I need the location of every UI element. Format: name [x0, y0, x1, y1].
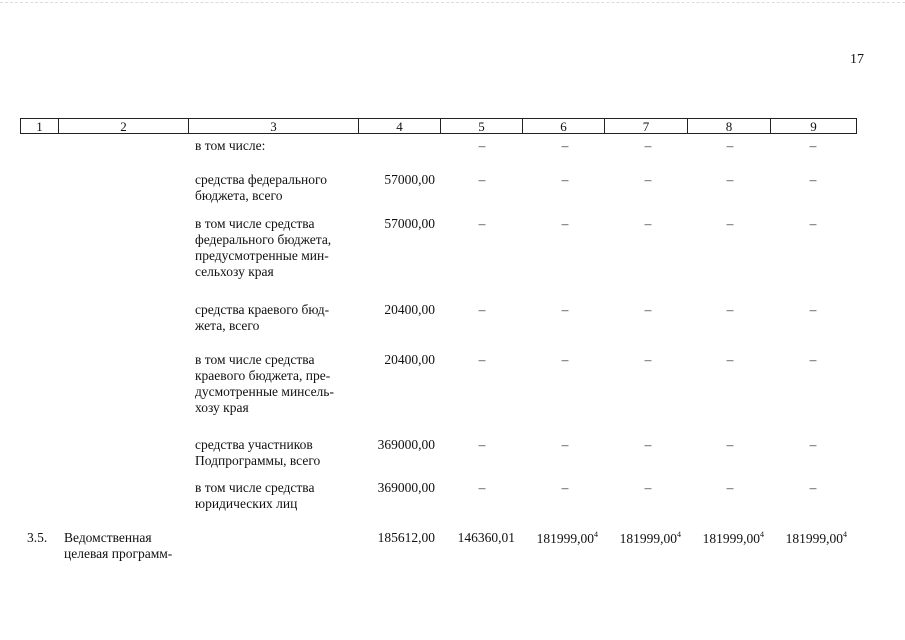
- dash-cell: –: [726, 437, 734, 452]
- row-amount: 57000,00: [384, 216, 435, 231]
- value-col-7: 181999,00$^4$: [619, 530, 681, 546]
- col-header-6: 6: [523, 119, 605, 133]
- dash-cell: –: [809, 302, 817, 317]
- footnote-marker: 4: [760, 530, 764, 539]
- dash-cell: –: [726, 216, 734, 231]
- value-col-9: 181999,00$^4$: [785, 530, 847, 546]
- dash-cell: –: [644, 480, 652, 495]
- dash-cell: –: [726, 302, 734, 317]
- row-description: средства краевого бюд- жета, всего: [195, 302, 330, 333]
- dash-cell: –: [644, 138, 652, 153]
- item-name: Ведомственная целевая программ-: [64, 530, 173, 561]
- dash-cell: –: [478, 216, 486, 231]
- footnote-marker: 4: [594, 530, 598, 539]
- footnote-marker: 4: [677, 530, 681, 539]
- dash-cell: –: [561, 480, 569, 495]
- value-col-4: 185612,00: [377, 530, 435, 545]
- dash-cell: –: [644, 302, 652, 317]
- col-header-3: 3: [189, 119, 359, 133]
- dash-cell: –: [561, 437, 569, 452]
- dash-cell: –: [644, 172, 652, 187]
- table-header: [20, 118, 857, 134]
- dash-cell: –: [478, 138, 486, 153]
- row-description: средства федерального бюджета, всего: [195, 172, 327, 203]
- dash-cell: –: [726, 352, 734, 367]
- dash-cell: –: [478, 480, 486, 495]
- row-description: в том числе средства федерального бюджета, предусмотренные мин- сельхозу края: [195, 216, 332, 279]
- col-header-9: 9: [810, 119, 817, 134]
- footnote-marker: 4: [843, 530, 847, 539]
- dash-cell: –: [478, 172, 486, 187]
- col-header-1: 1: [21, 119, 59, 133]
- dash-cell: –: [809, 437, 817, 452]
- dash-cell: –: [726, 172, 734, 187]
- value-col-6: 181999,00$^4$: [536, 530, 598, 546]
- item-number: 3.5.: [27, 530, 48, 545]
- dash-cell: –: [809, 172, 817, 187]
- row-description: средства участников Подпрограммы, всего: [195, 437, 321, 468]
- value-col-8: 181999,00$^4$: [702, 530, 764, 546]
- dash-cell: –: [561, 216, 569, 231]
- row-amount: 57000,00: [384, 172, 435, 187]
- dash-cell: –: [809, 216, 817, 231]
- dash-cell: –: [809, 352, 817, 367]
- row-description: в том числе:: [195, 138, 266, 153]
- row-description: в том числе средства краевого бюджета, пре- дусмотренные минсель- хозу края: [195, 352, 334, 415]
- dash-cell: –: [561, 172, 569, 187]
- dash-cell: –: [561, 138, 569, 153]
- dash-cell: –: [561, 302, 569, 317]
- col-header-8: 8: [688, 119, 771, 133]
- row-description: в том числе средства юридических лиц: [195, 480, 315, 511]
- value-col-5: 146360,01: [457, 530, 515, 545]
- dash-cell: –: [478, 352, 486, 367]
- dash-cell: –: [644, 216, 652, 231]
- scan-artifact: [0, 2, 905, 6]
- dash-cell: –: [726, 138, 734, 153]
- dash-cell: –: [809, 480, 817, 495]
- dash-cell: –: [478, 437, 486, 452]
- dash-cell: –: [478, 302, 486, 317]
- row-amount: 20400,00: [384, 302, 435, 317]
- row-amount: 20400,00: [384, 352, 435, 367]
- dash-cell: –: [726, 480, 734, 495]
- col-header-4: 4: [359, 119, 441, 133]
- col-header-5: 5: [441, 119, 523, 133]
- dash-cell: –: [644, 352, 652, 367]
- dash-cell: –: [561, 352, 569, 367]
- row-amount: 369000,00: [377, 480, 435, 495]
- row-amount: 369000,00: [377, 437, 435, 452]
- col-header-7: 7: [605, 119, 688, 133]
- col-header-2: 2: [59, 119, 189, 133]
- dash-cell: –: [644, 437, 652, 452]
- dash-cell: –: [809, 138, 817, 153]
- page-number: 17: [850, 52, 864, 67]
